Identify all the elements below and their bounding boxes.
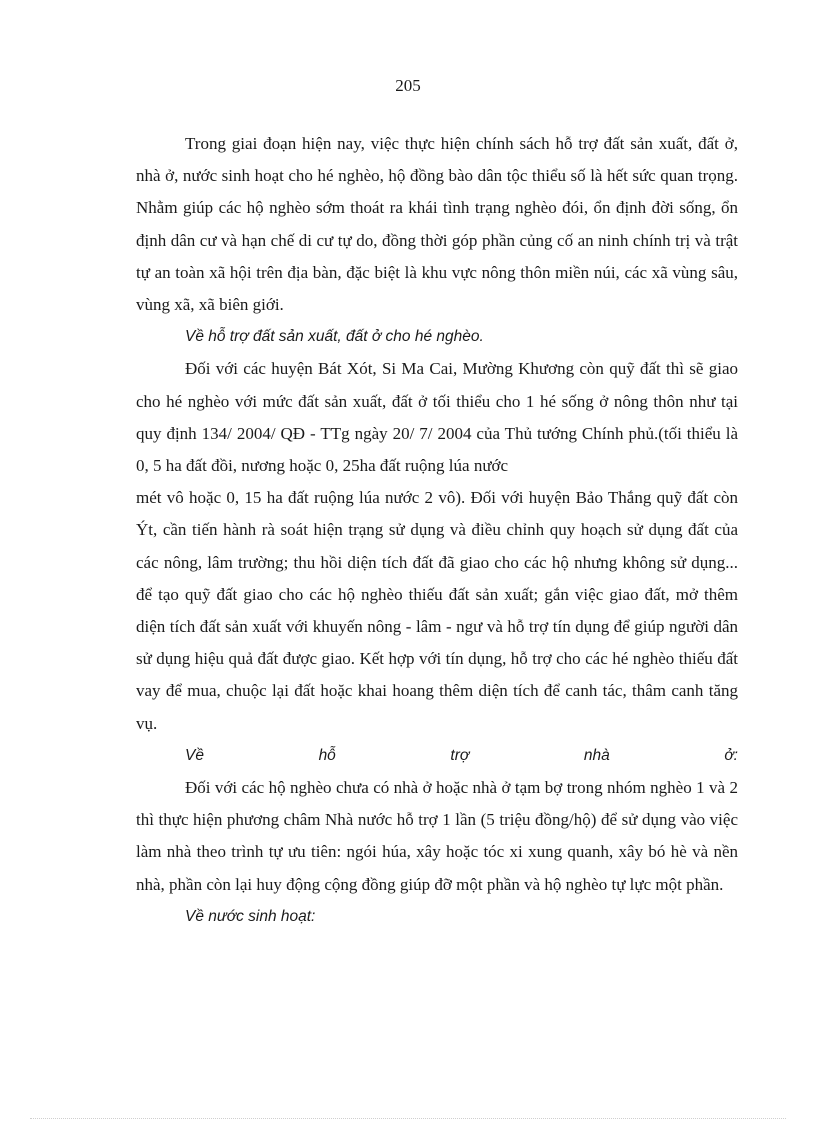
paragraph-land-continued: mét vô hoặc 0, 15 ha đất ruộng lúa nước 2 vô). Đối với huyện Bảo Thắng quỹ đất còn Ýt, cần tiến hành rà soát hiện trạng sử dụng và điều chỉnh quy hoạch sử dụng đất của các nông, lâm trường; thu hồi diện tích đất đã giao cho các hộ nhưng không sử dụng... để tạo quỹ đất giao cho các hộ nghèo thiếu đất sản xuất; gắn việc giao đất, mở thêm diện tích đất sản xuất với khuyến nông - lâm - ngư và hỗ trợ tín dụng để giúp người dân sử dụng hiệu quả đất được giao. Kết hợp với tín dụng, hỗ trợ cho các hé nghèo thiếu đất vay để mua, chuộc lại đất hoặc khai hoang thêm diện tích để canh tác, thâm canh tăng vụ. bbox=[136, 488, 738, 733]
section-heading-water: Về nước sinh hoạt: bbox=[185, 907, 316, 925]
page-bottom-divider bbox=[30, 1118, 786, 1119]
paragraph-intro: Trong giai đoạn hiện nay, việc thực hiện chính sách hỗ trợ đất sản xuất, đất ở, nhà ở, nước sinh hoạt cho hé nghèo, hộ đồng bào dân tộc thiểu số là hết sức quan trọng. Nhằm giúp các hộ nghèo sớm thoát ra khái tình trạng nghèo đói, ổn định đời sống, ổn định dân cư và hạn chế di cư tự do, đồng thời góp phần củng cố an ninh chính trị và trật tự an toàn xã hội trên địa bàn, đặc biệt là khu vực nông thôn miền núi, các xã vùng sâu, vùng xã, xã biên giới. bbox=[136, 134, 738, 315]
heading-word: ở: bbox=[724, 746, 738, 764]
heading-word: Về bbox=[185, 746, 204, 764]
document-body bbox=[136, 128, 738, 933]
page-number: 205 bbox=[395, 76, 421, 95]
heading-word: nhà bbox=[583, 746, 610, 764]
paragraph-land-allocation: Đối với các huyện Bát Xót, Si Ma Cai, Mường Khương còn quỹ đất thì sẽ giao cho hé nghèo với mức đất sản xuất, đất ở tối thiểu cho 1 hé sống ở nông thôn như tại quy định 134/ 2004/ QĐ - TTg ngày 20/ 7/ 2004 của Thủ tướng Chính phủ.(tối thiểu là 0, 5 ha đất đồi, nương hoặc 0, 25ha đất ruộng lúa nước bbox=[136, 359, 738, 476]
section-heading-housing-support bbox=[136, 740, 738, 772]
paragraph-housing: Đối với các hộ nghèo chưa có nhà ở hoặc nhà ở tạm bợ trong nhóm nghèo 1 và 2 thì thực hiện phương châm Nhà nước hỗ trợ 1 lần (5 triệu đồng/hộ) để sử dụng vào việc làm nhà theo trình tự ưu tiên: ngói húa, xây hoặc tóc xi xung quanh, xây bó hè và nền nhà, phần còn lại huy động cộng đồng giúp đỡ một phần và hộ nghèo tự lực một phần. bbox=[136, 778, 738, 894]
heading-word: hỗ bbox=[318, 746, 336, 764]
section-heading-land-support: Về hỗ trợ đất sản xuất, đất ở cho hé nghèo. bbox=[185, 328, 484, 346]
heading-word: trợ bbox=[450, 746, 470, 764]
